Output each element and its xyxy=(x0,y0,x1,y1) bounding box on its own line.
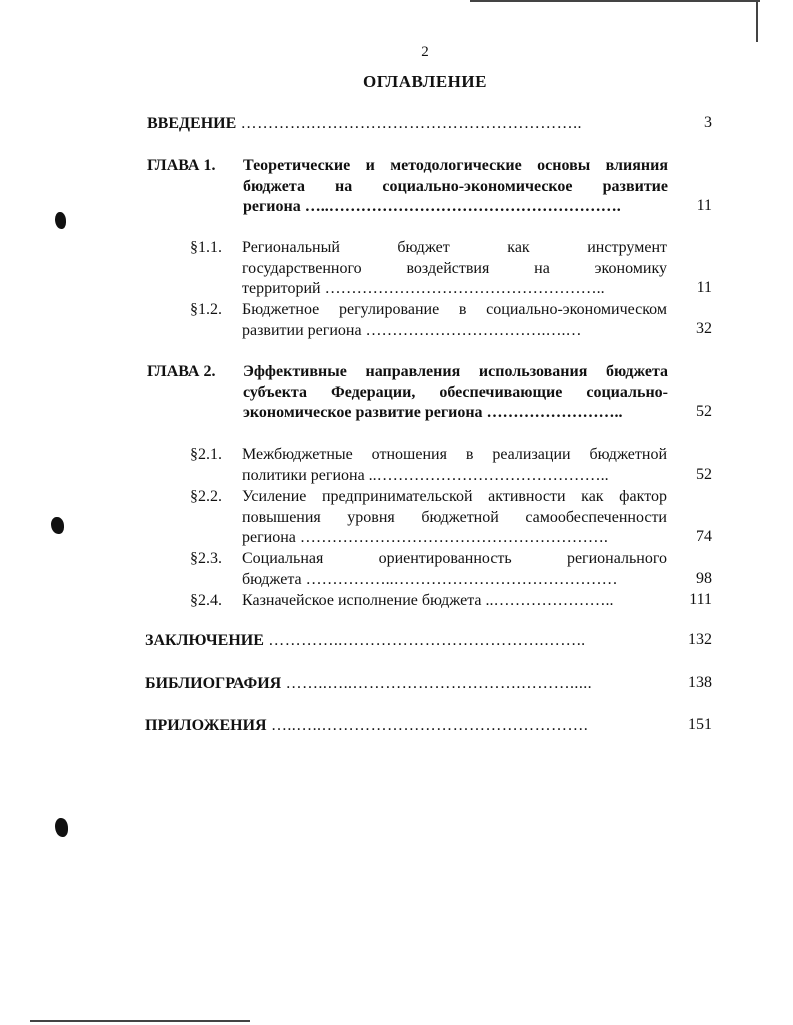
toc-entry-appendices[interactable] xyxy=(145,716,685,738)
toc-title-line: Бюджетное регулирование в социально-экономическом xyxy=(242,301,667,318)
toc-entry-section-2-1[interactable] xyxy=(190,445,690,487)
toc-title-line: территорий …………………………………………….. xyxy=(242,280,605,297)
toc-title: ВВЕДЕНИЕ ………….………………………………………….. xyxy=(147,115,582,132)
toc-entry-chapter-2[interactable] xyxy=(147,362,687,424)
toc-title: ЗАКЛЮЧЕНИЕ xyxy=(145,632,264,649)
toc-title-line: субъекта Федерации, обеспечивающие социально- xyxy=(243,383,668,401)
toc-entry-section-1-1[interactable] xyxy=(190,238,690,300)
toc-entry-chapter-1[interactable] xyxy=(147,156,687,218)
toc-title-line: Межбюджетные отношения в реализации бюджетной xyxy=(242,446,667,463)
page-title: ОГЛАВЛЕНИЕ xyxy=(363,72,487,91)
toc-label: §2.2. xyxy=(190,488,222,505)
toc-title-line: Казначейское исполнение бюджета ..………………….. xyxy=(242,592,614,609)
toc-title-line: государственного воздействия на экономику xyxy=(242,259,667,277)
toc-label: §2.4. xyxy=(190,592,222,609)
toc-title-line: Усиление предпринимательской активности как фактор xyxy=(242,488,667,505)
toc-title: БИБЛИОГРАФИЯ xyxy=(145,675,282,692)
toc-entry-bibliography[interactable] xyxy=(145,674,685,696)
toc-page-number: 11 xyxy=(696,279,712,296)
scan-bottom-edge xyxy=(30,1020,250,1022)
toc-page-number: 11 xyxy=(696,197,712,214)
scan-right-edge xyxy=(756,0,758,42)
toc-entry-section-2-4[interactable] xyxy=(190,591,690,613)
toc-title-line: Эффективные направления использования бюджета xyxy=(243,363,668,380)
toc-title-line: экономическое развитие региона …………………….. xyxy=(243,404,623,421)
toc-entry-section-1-2[interactable] xyxy=(190,300,690,342)
toc-title-line: Теоретические и методологические основы влияния xyxy=(243,157,668,174)
toc-title-line: бюджета на социально-экономическое развитие xyxy=(243,177,668,195)
scan-top-edge xyxy=(470,0,760,2)
toc-page-number: 52 xyxy=(696,466,712,483)
toc-page-number: 3 xyxy=(704,114,712,131)
toc-label: §1.2. xyxy=(190,301,222,318)
toc-label: ГЛАВА 1. xyxy=(147,157,216,174)
toc-page-number: 111 xyxy=(689,591,712,608)
toc-leader-dots: …..…..…………………………………………. xyxy=(266,717,589,734)
toc-title-line: Региональный бюджет как инструмент xyxy=(242,239,667,256)
toc-page-number: 151 xyxy=(688,716,712,733)
toc-page-number: 52 xyxy=(696,403,712,420)
toc-page-number: 132 xyxy=(688,631,712,648)
toc-leader-dots: …………..……………………………….…….. xyxy=(263,632,586,649)
toc-label: §1.1. xyxy=(190,239,222,256)
toc-entry-conclusion[interactable] xyxy=(145,631,685,653)
toc-title-line: Социальная ориентированность регионального xyxy=(242,550,667,567)
toc-label: §2.1. xyxy=(190,446,222,463)
toc-title-line: бюджета ……………..…………………………………… xyxy=(242,570,618,588)
toc-page-number: 98 xyxy=(696,570,712,587)
toc-title-line: политики региона ..…………………………………….. xyxy=(242,466,609,484)
punch-hole-mark xyxy=(55,212,66,229)
toc-label: ГЛАВА 2. xyxy=(147,363,216,380)
toc-label: §2.3. xyxy=(190,550,222,567)
toc-title: ПРИЛОЖЕНИЯ xyxy=(145,717,267,734)
toc-title-line: региона …..………………………………………………. xyxy=(243,198,621,215)
toc-page-number: 138 xyxy=(688,674,712,691)
toc-page-number: 32 xyxy=(696,320,712,337)
toc-leader-dots: ……..…..………………………….………..... xyxy=(281,675,593,692)
page-number: 2 xyxy=(421,44,429,60)
toc-page-number: 74 xyxy=(696,528,712,545)
punch-hole-mark xyxy=(51,517,64,534)
toc-entry-section-2-3[interactable] xyxy=(190,549,690,591)
toc-title-line: развитии региона …………………………….….… xyxy=(242,321,582,339)
toc-entry-section-2-2[interactable] xyxy=(190,487,690,549)
punch-hole-mark xyxy=(55,818,68,837)
toc-title-line: повышения уровня бюджетной самообеспеченности xyxy=(242,508,667,526)
toc-title-line: региона …………………………………………………. xyxy=(242,529,608,546)
